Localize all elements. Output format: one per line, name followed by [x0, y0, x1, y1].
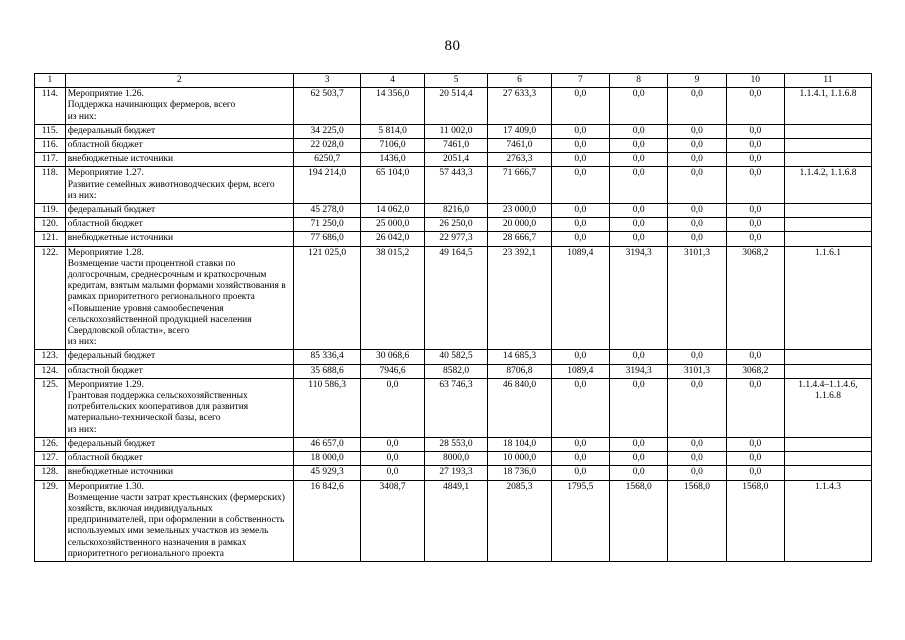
- value-cell: 8706,8: [488, 364, 551, 378]
- measure-name-line: областной бюджет: [67, 140, 143, 151]
- table-row: [35, 88, 872, 125]
- target-indicator-cell: [784, 452, 871, 466]
- value-cell: 22 028,0: [293, 139, 361, 153]
- measure-name-line: из них:: [67, 337, 97, 348]
- value-cell: 0,0: [361, 437, 424, 451]
- value-cell: 77 686,0: [293, 232, 361, 246]
- measure-name-line: федеральный бюджет: [67, 205, 156, 216]
- table-header-cell: 3: [293, 74, 361, 88]
- row-number-cell: 127.: [35, 452, 66, 466]
- target-indicator-line: 1.1.6.1: [814, 247, 842, 258]
- value-cell: 0,0: [610, 167, 668, 204]
- measure-name-cell: [65, 466, 293, 480]
- target-indicator-line: 1.1.4.1, 1.1.6.8: [799, 89, 857, 100]
- value-cell: 71 250,0: [293, 218, 361, 232]
- value-cell: 110 586,3: [293, 378, 361, 437]
- measure-name-line: Мероприятие 1.26.: [67, 89, 144, 100]
- target-indicator-cell: [784, 466, 871, 480]
- measure-name-line: областной бюджет: [67, 365, 143, 376]
- target-indicator-cell: [784, 232, 871, 246]
- target-indicator-cell: [784, 204, 871, 218]
- value-cell: 71 666,7: [488, 167, 551, 204]
- value-cell: 1568,0: [610, 480, 668, 561]
- row-number-cell: 121.: [35, 232, 66, 246]
- value-cell: 30 068,6: [361, 350, 424, 364]
- value-cell: 0,0: [668, 153, 726, 167]
- target-indicator-cell: [784, 124, 871, 138]
- value-cell: 3068,2: [726, 246, 784, 350]
- value-cell: 45 929,3: [293, 466, 361, 480]
- value-cell: 0,0: [668, 204, 726, 218]
- row-number-cell: 115.: [35, 124, 66, 138]
- table-row: [35, 139, 872, 153]
- value-cell: 0,0: [610, 466, 668, 480]
- value-cell: 0,0: [726, 452, 784, 466]
- value-cell: 0,0: [610, 218, 668, 232]
- value-cell: 22 977,3: [424, 232, 487, 246]
- table-header-cell: 2: [65, 74, 293, 88]
- value-cell: 27 633,3: [488, 88, 551, 125]
- value-cell: 0,0: [610, 204, 668, 218]
- row-number-cell: 124.: [35, 364, 66, 378]
- value-cell: 0,0: [668, 218, 726, 232]
- target-indicator-cell: [784, 364, 871, 378]
- table-row: [35, 167, 872, 204]
- row-number-cell: 117.: [35, 153, 66, 167]
- measure-name-line: федеральный бюджет: [67, 125, 156, 136]
- value-cell: 6250,7: [293, 153, 361, 167]
- value-cell: 7461,0: [488, 139, 551, 153]
- measure-name-cell: [65, 437, 293, 451]
- value-cell: 0,0: [361, 378, 424, 437]
- row-number-cell: 126.: [35, 437, 66, 451]
- value-cell: 0,0: [551, 218, 609, 232]
- value-cell: 7946,6: [361, 364, 424, 378]
- value-cell: 3408,7: [361, 480, 424, 561]
- target-indicator-cell: [784, 437, 871, 451]
- value-cell: 49 164,5: [424, 246, 487, 350]
- value-cell: 0,0: [726, 139, 784, 153]
- measure-name-line: Грантовая поддержка сельскохозяйственных потребительских кооперативов для развития материально-технической базы, всего: [67, 391, 249, 424]
- row-number-cell: 122.: [35, 246, 66, 350]
- value-cell: 16 842,6: [293, 480, 361, 561]
- measure-name-line: Мероприятие 1.29.: [67, 379, 144, 390]
- value-cell: 0,0: [551, 466, 609, 480]
- value-cell: 62 503,7: [293, 88, 361, 125]
- value-cell: 1089,4: [551, 246, 609, 350]
- measure-name-line: областной бюджет: [67, 453, 143, 464]
- value-cell: 0,0: [668, 88, 726, 125]
- value-cell: 1795,5: [551, 480, 609, 561]
- value-cell: 2051,4: [424, 153, 487, 167]
- target-indicator-cell: [784, 88, 871, 125]
- measure-name-line: Возмещение части процентной ставки по долгосрочным, среднесрочным и краткосрочным кредитам, взятым малыми формами хозяйствования в рамках приоритетного регионального проекта «Повышение уровня самообеспечения сельскохозяйственной продукцией населения Свердловской области», всего: [67, 258, 286, 337]
- measure-name-cell: [65, 232, 293, 246]
- value-cell: 0,0: [726, 204, 784, 218]
- value-cell: 34 225,0: [293, 124, 361, 138]
- measure-name-line: Мероприятие 1.30.: [67, 481, 144, 492]
- value-cell: 0,0: [668, 437, 726, 451]
- table-row: [35, 204, 872, 218]
- value-cell: 28 666,7: [488, 232, 551, 246]
- value-cell: 0,0: [551, 437, 609, 451]
- value-cell: 1436,0: [361, 153, 424, 167]
- value-cell: 0,0: [668, 232, 726, 246]
- target-indicator-cell: [784, 167, 871, 204]
- measure-name-line: областной бюджет: [67, 219, 143, 230]
- value-cell: 23 392,1: [488, 246, 551, 350]
- table-header-cell: 10: [726, 74, 784, 88]
- value-cell: 7461,0: [424, 139, 487, 153]
- measure-name-cell: [65, 246, 293, 350]
- table-row: [35, 437, 872, 451]
- value-cell: 46 840,0: [488, 378, 551, 437]
- value-cell: 65 104,0: [361, 167, 424, 204]
- budget-table: [34, 73, 872, 562]
- measure-name-line: федеральный бюджет: [67, 351, 156, 362]
- measure-name-cell: [65, 88, 293, 125]
- table-header-cell: 8: [610, 74, 668, 88]
- value-cell: 3101,3: [668, 364, 726, 378]
- value-cell: 0,0: [726, 350, 784, 364]
- value-cell: 0,0: [551, 452, 609, 466]
- value-cell: 3068,2: [726, 364, 784, 378]
- target-indicator-line: 1.1.4.4–1.1.4.6,: [798, 379, 858, 390]
- value-cell: 20 000,0: [488, 218, 551, 232]
- value-cell: 0,0: [726, 378, 784, 437]
- value-cell: 85 336,4: [293, 350, 361, 364]
- value-cell: 0,0: [610, 139, 668, 153]
- value-cell: 14 685,3: [488, 350, 551, 364]
- measure-name-line: из них:: [67, 190, 97, 201]
- table-row: [35, 124, 872, 138]
- value-cell: 18 000,0: [293, 452, 361, 466]
- measure-name-line: из них:: [67, 424, 97, 435]
- value-cell: 2763,3: [488, 153, 551, 167]
- table-row: [35, 480, 872, 561]
- value-cell: 18 736,0: [488, 466, 551, 480]
- target-indicator-cell: [784, 480, 871, 561]
- value-cell: 11 002,0: [424, 124, 487, 138]
- row-number-cell: 114.: [35, 88, 66, 125]
- value-cell: 40 582,5: [424, 350, 487, 364]
- measure-name-line: Поддержка начинающих фермеров, всего: [67, 100, 236, 111]
- target-indicator-cell: [784, 378, 871, 437]
- table-header-cell: 7: [551, 74, 609, 88]
- table-row: [35, 218, 872, 232]
- value-cell: 121 025,0: [293, 246, 361, 350]
- table-header-cell: 6: [488, 74, 551, 88]
- page-number: 80: [444, 38, 461, 54]
- value-cell: 46 657,0: [293, 437, 361, 451]
- row-number-cell: 123.: [35, 350, 66, 364]
- value-cell: 17 409,0: [488, 124, 551, 138]
- value-cell: 3194,3: [610, 364, 668, 378]
- value-cell: 0,0: [610, 452, 668, 466]
- value-cell: 0,0: [610, 437, 668, 451]
- value-cell: 0,0: [551, 153, 609, 167]
- measure-name-line: федеральный бюджет: [67, 438, 156, 449]
- table-row: [35, 232, 872, 246]
- target-indicator-cell: [784, 350, 871, 364]
- table-row: [35, 350, 872, 364]
- table-row: [35, 153, 872, 167]
- value-cell: 14 356,0: [361, 88, 424, 125]
- value-cell: 0,0: [361, 466, 424, 480]
- value-cell: 0,0: [551, 232, 609, 246]
- measure-name-cell: [65, 167, 293, 204]
- value-cell: 2085,3: [488, 480, 551, 561]
- value-cell: 0,0: [610, 124, 668, 138]
- value-cell: 0,0: [726, 437, 784, 451]
- value-cell: 0,0: [551, 350, 609, 364]
- target-indicator-line: 1.1.4.2, 1.1.6.8: [799, 168, 857, 179]
- target-indicator-cell: [784, 139, 871, 153]
- value-cell: 8216,0: [424, 204, 487, 218]
- table-row: [35, 246, 872, 350]
- value-cell: 45 278,0: [293, 204, 361, 218]
- value-cell: 26 250,0: [424, 218, 487, 232]
- target-indicator-cell: [784, 153, 871, 167]
- table-header-cell: 9: [668, 74, 726, 88]
- value-cell: 0,0: [668, 466, 726, 480]
- value-cell: 0,0: [551, 124, 609, 138]
- value-cell: 0,0: [551, 378, 609, 437]
- value-cell: 1568,0: [668, 480, 726, 561]
- row-number-cell: 128.: [35, 466, 66, 480]
- table-header-cell: 5: [424, 74, 487, 88]
- value-cell: 0,0: [726, 167, 784, 204]
- measure-name-line: Мероприятие 1.28.: [67, 247, 144, 258]
- measure-name-line: внебюджетные источники: [67, 154, 174, 165]
- value-cell: 63 746,3: [424, 378, 487, 437]
- table-header-cell: 11: [784, 74, 871, 88]
- row-number-cell: 129.: [35, 480, 66, 561]
- measure-name-cell: [65, 153, 293, 167]
- value-cell: 38 015,2: [361, 246, 424, 350]
- value-cell: 0,0: [551, 139, 609, 153]
- measure-name-cell: [65, 204, 293, 218]
- value-cell: 20 514,4: [424, 88, 487, 125]
- value-cell: 0,0: [668, 167, 726, 204]
- value-cell: 3101,3: [668, 246, 726, 350]
- value-cell: 0,0: [610, 350, 668, 364]
- value-cell: 8000,0: [424, 452, 487, 466]
- value-cell: 57 443,3: [424, 167, 487, 204]
- value-cell: 27 193,3: [424, 466, 487, 480]
- value-cell: 7106,0: [361, 139, 424, 153]
- table-row: [35, 466, 872, 480]
- value-cell: 0,0: [610, 88, 668, 125]
- value-cell: 1568,0: [726, 480, 784, 561]
- value-cell: 5 814,0: [361, 124, 424, 138]
- measure-name-line: внебюджетные источники: [67, 467, 174, 478]
- measure-name-cell: [65, 378, 293, 437]
- measure-name-cell: [65, 218, 293, 232]
- table-row: [35, 378, 872, 437]
- measure-name-cell: [65, 124, 293, 138]
- value-cell: 0,0: [610, 378, 668, 437]
- value-cell: 10 000,0: [488, 452, 551, 466]
- value-cell: 1089,4: [551, 364, 609, 378]
- value-cell: 0,0: [610, 153, 668, 167]
- value-cell: 28 553,0: [424, 437, 487, 451]
- measure-name-line: Развитие семейных животноводческих ферм, всего: [67, 179, 275, 190]
- target-indicator-line: 1.1.4.3: [814, 481, 842, 492]
- table-row: [35, 452, 872, 466]
- value-cell: 0,0: [668, 139, 726, 153]
- value-cell: 0,0: [726, 153, 784, 167]
- target-indicator-cell: [784, 246, 871, 350]
- table-header-cell: 4: [361, 74, 424, 88]
- row-number-cell: 120.: [35, 218, 66, 232]
- measure-name-cell: [65, 350, 293, 364]
- value-cell: 3194,3: [610, 246, 668, 350]
- measure-name-line: из них:: [67, 111, 97, 122]
- value-cell: 0,0: [668, 350, 726, 364]
- row-number-cell: 119.: [35, 204, 66, 218]
- measure-name-cell: [65, 364, 293, 378]
- measure-name-line: Мероприятие 1.27.: [67, 168, 144, 179]
- row-number-cell: 118.: [35, 167, 66, 204]
- value-cell: 0,0: [551, 88, 609, 125]
- value-cell: 0,0: [668, 124, 726, 138]
- value-cell: 4849,1: [424, 480, 487, 561]
- measure-name-cell: [65, 480, 293, 561]
- target-indicator-line: 1.1.6.8: [814, 391, 842, 402]
- value-cell: 0,0: [551, 204, 609, 218]
- table-header-row: [35, 74, 872, 88]
- value-cell: 0,0: [726, 124, 784, 138]
- value-cell: 194 214,0: [293, 167, 361, 204]
- measure-name-cell: [65, 452, 293, 466]
- value-cell: 0,0: [668, 452, 726, 466]
- value-cell: 35 688,6: [293, 364, 361, 378]
- value-cell: 0,0: [726, 466, 784, 480]
- value-cell: 0,0: [726, 218, 784, 232]
- value-cell: 18 104,0: [488, 437, 551, 451]
- value-cell: 25 000,0: [361, 218, 424, 232]
- table-row: [35, 364, 872, 378]
- measure-name-line: внебюджетные источники: [67, 233, 174, 244]
- measure-name-cell: [65, 139, 293, 153]
- measure-name-line: Возмещение части затрат крестьянских (фермерских) хозяйств, включая индивидуальных предпринимателей, при оформлении в собственность используемых ими земельных участков из земель сельскохозяйственного назначения в рамках приоритетного регионального проекта: [67, 492, 285, 559]
- target-indicator-cell: [784, 218, 871, 232]
- value-cell: 0,0: [551, 167, 609, 204]
- value-cell: 0,0: [668, 378, 726, 437]
- value-cell: 0,0: [726, 88, 784, 125]
- value-cell: 26 042,0: [361, 232, 424, 246]
- value-cell: 0,0: [361, 452, 424, 466]
- value-cell: 8582,0: [424, 364, 487, 378]
- value-cell: 0,0: [726, 232, 784, 246]
- row-number-cell: 116.: [35, 139, 66, 153]
- value-cell: 14 062,0: [361, 204, 424, 218]
- table-header-cell: 1: [35, 74, 66, 88]
- value-cell: 0,0: [610, 232, 668, 246]
- value-cell: 23 000,0: [488, 204, 551, 218]
- row-number-cell: 125.: [35, 378, 66, 437]
